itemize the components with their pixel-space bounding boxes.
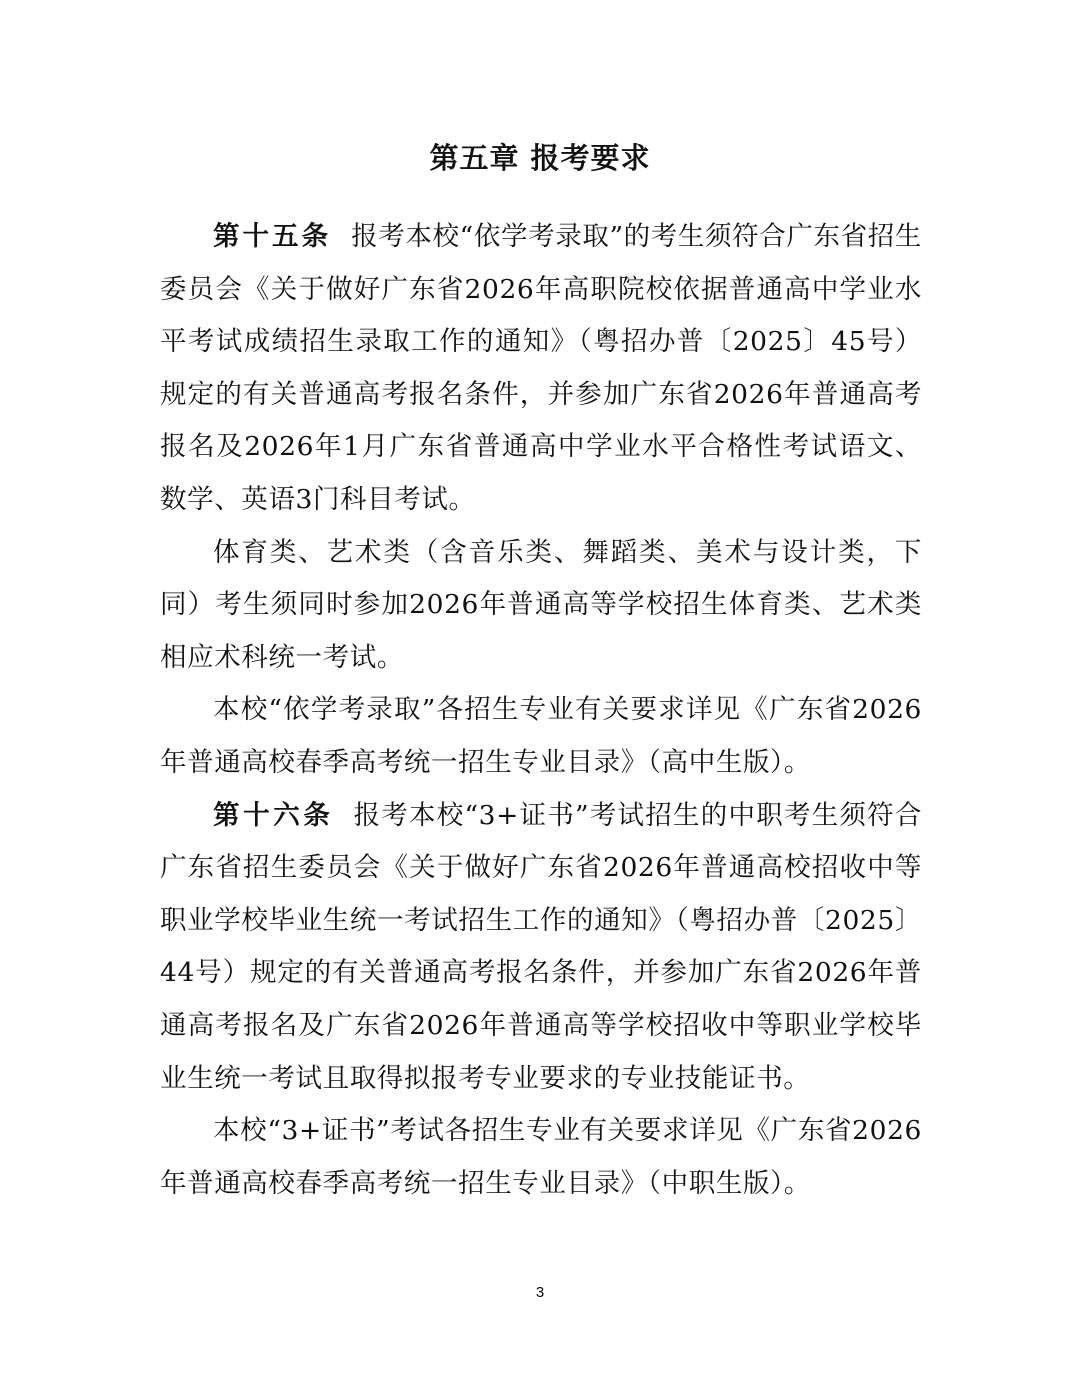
- paragraph-text: 体育类、艺术类（含音乐类、舞蹈类、美术与设计类，下同）考生须同时参加2026年普通高等学校招生体育类、艺术类相应术科统一考试。: [160, 536, 922, 673]
- body-text: [160, 211, 922, 1210]
- paragraph-text: 本校“3+证书”考试各招生专业有关要求详见《广东省2026年普通高校春季高考统一招生专业目录》（中职生版）。: [160, 1115, 922, 1199]
- paragraph-sports-arts: [160, 527, 922, 685]
- paragraph-text: 报考本校“3+证书”考试招生的中职考生须符合广东省招生委员会《关于做好广东省2026年普通高校招收中等职业学校毕业生统一考试招生工作的通知》（粤招办普〔2025〕44号）规定的有关普通高考报名条件，并参加广东省2026年普通高考报名及广东省2026年普通高等学校招收中等职业学校毕业生统一考试且取得拟报考专业要求的专业技能证书。: [160, 799, 923, 1094]
- chapter-title: 第五章 报考要求: [429, 141, 651, 175]
- paragraph-article-16: [160, 790, 922, 1106]
- paragraph-text: 本校“依学考录取”各招生专业有关要求详见《广东省2026年普通高校春季高考统一招生专业目录》（高中生版）。: [160, 694, 922, 778]
- paragraph-high-school-catalog: [160, 684, 922, 789]
- paragraph-article-15: [160, 211, 922, 527]
- paragraph-text: 报考本校“依学考录取”的考生须符合广东省招生委员会《关于做好广东省2026年高职院校依据普通高中学业水平考试成绩招生录取工作的通知》（粤招办普〔2025〕45号）规定的有关普通高考报名条件，并参加广东省2026年普通高考报名及2026年1月广东省普通高中学业水平合格性考试语文、数学、英语3门科目考试。: [160, 221, 923, 515]
- article-number: 第十六条: [213, 799, 334, 831]
- page-number: 3: [535, 1284, 545, 1301]
- paragraph-vocational-catalog: [160, 1105, 922, 1210]
- article-number: 第十五条: [213, 221, 332, 252]
